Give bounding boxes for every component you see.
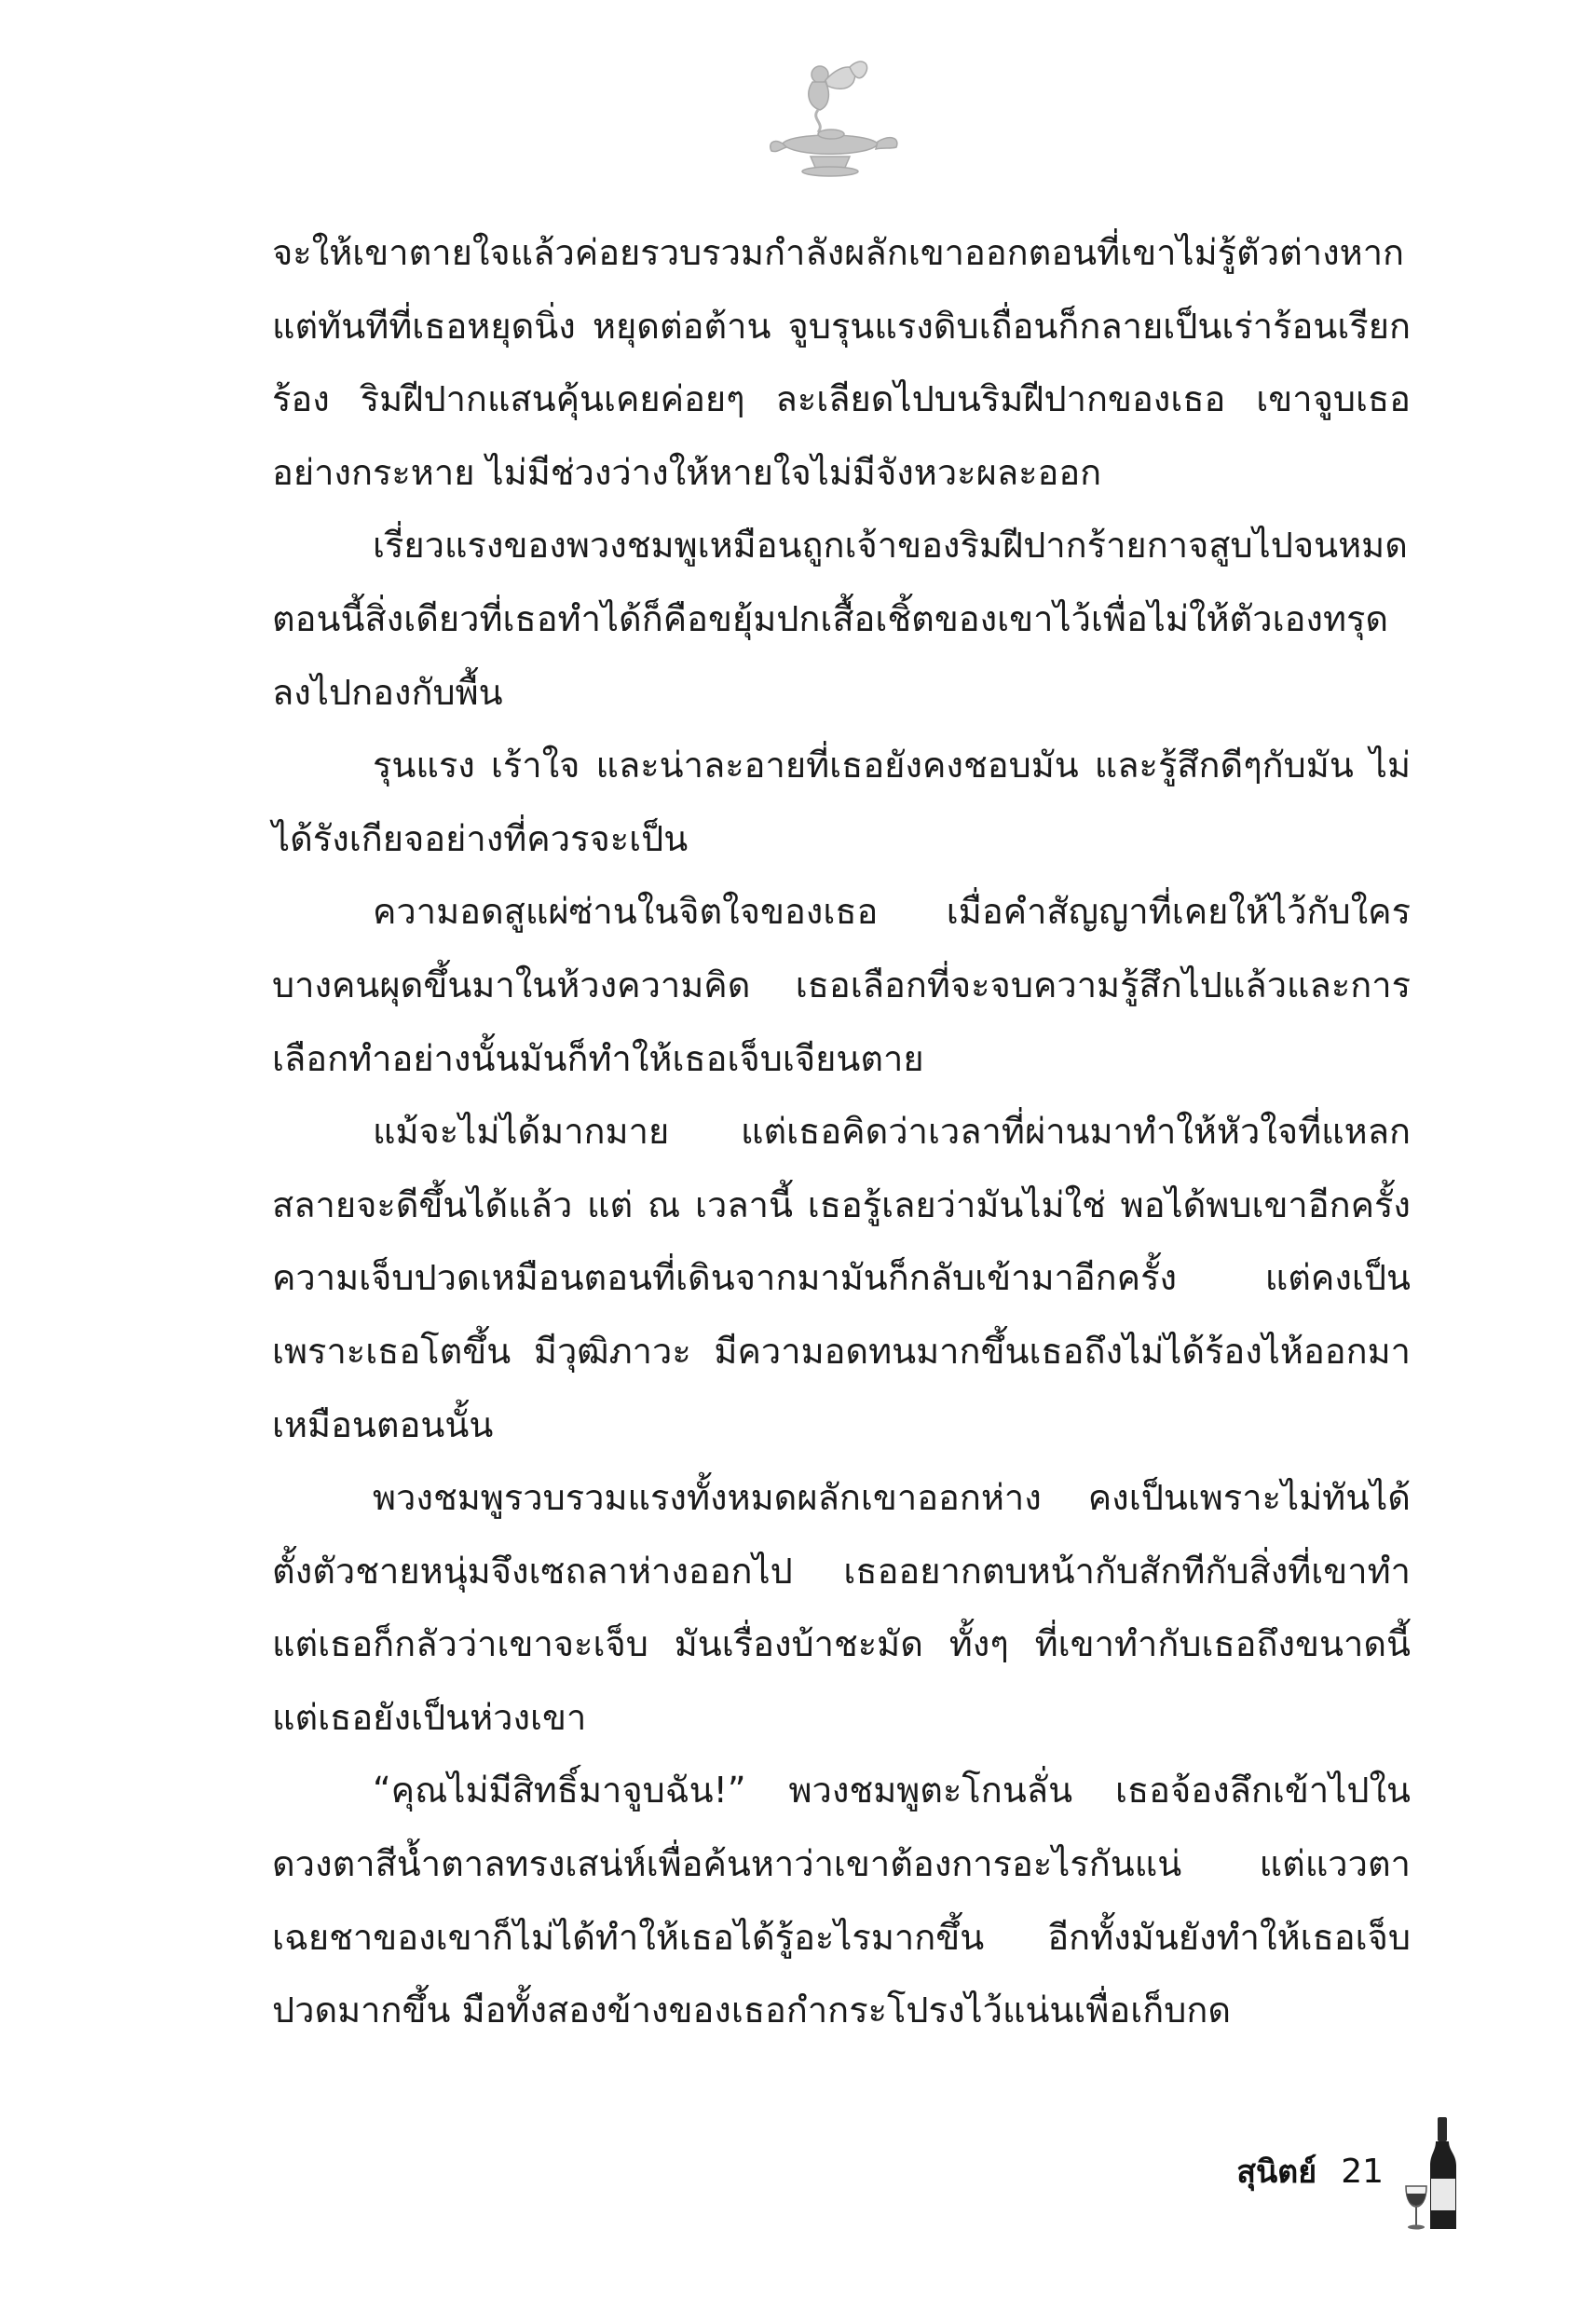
body-text <box>272 216 1411 2047</box>
running-author: สุนิตย์ <box>1236 2154 1317 2191</box>
genie-lamp-cherub-icon <box>764 54 904 185</box>
paragraph: รุนแรง เร้าใจ และน่าละอายที่เธอยังคงชอบมัน และรู้สึกดีๆกับมัน ไม่ได้รังเกียจอย่างที่ควรจะเป็น <box>272 745 1411 859</box>
paragraph: พวงชมพูรวบรวมแรงทั้งหมดผลักเขาออกห่าง คงเป็นเพราะไม่ทันได้ตั้งตัวชายหนุ่มจึงเซถลาห่างออกไป เธออยากตบหน้ากับสักทีกับสิ่งที่เขาทำ แต่เธอก็กลัวว่าเขาจะเจ็บ มันเรื่องบ้าชะมัด ทั้งๆ ที่เขาทำกับเธอถึงขนาดนี้ แต่เธอยังเป็นห่วงเขา <box>272 1477 1411 1738</box>
page-number: 21 <box>1341 2152 1384 2191</box>
wine-bottle-glass-icon <box>1402 2113 1467 2235</box>
paragraph: จะให้เขาตายใจแล้วค่อยรวบรวมกำลังผลักเขาออกตอนที่เขาไม่รู้ตัวต่างหาก แต่ทันทีที่เธอหยุดนิ่ง หยุดต่อต้าน จูบรุนแรงดิบเถื่อนก็กลายเป็นเร่าร้อนเรียกร้อง ริมฝีปากแสนคุ้นเคยค่อยๆ ละเลียดไปบนริมฝีปากของเธอ เขาจูบเธออย่างกระหาย ไม่มีช่วงว่างให้หายใจไม่มีจังหวะผละออก <box>272 232 1411 493</box>
paragraph: ความอดสูแผ่ซ่านในจิตใจของเธอ เมื่อคำสัญญาที่เคยให้ไว้กับใครบางคนผุดขึ้นมาในห้วงความคิด เธอเลือกที่จะจบความรู้สึกไปแล้วและการเลือกทำอย่างนั้นมันก็ทำให้เธอเจ็บเจียนตาย <box>272 891 1411 1079</box>
paragraph: เรี่ยวแรงของพวงชมพูเหมือนถูกเจ้าของริมฝีปากร้ายกาจสูบไปจนหมด ตอนนี้สิ่งเดียวที่เธอทำได้ก็คือขยุ้มปกเสื้อเชิ้ตของเขาไว้เพื่อไม่ให้ตัวเองทรุดลงไปกองกับพื้น <box>272 525 1408 713</box>
page-footer <box>1236 2143 1384 2199</box>
paragraph: แม้จะไม่ได้มากมาย แต่เธอคิดว่าเวลาที่ผ่านมาทำให้หัวใจที่แหลกสลายจะดีขึ้นได้แล้ว แต่ ณ เวลานี้ เธอรู้เลยว่ามันไม่ใช่ พอได้พบเขาอีกครั้ง ความเจ็บปวดเหมือนตอนที่เดินจากมามันก็กลับเข้ามาอีกครั้ง แต่คงเป็นเพราะเธอโตขึ้น มีวุฒิภาวะ มีความอดทนมากขึ้นเธอถึงไม่ได้ร้องไห้ออกมาเหมือนตอนนั้น <box>272 1111 1411 1445</box>
paragraph: “คุณไม่มีสิทธิ์มาจูบฉัน!” พวงชมพูตะโกนลั่น เธอจ้องลึกเข้าไปในดวงตาสีน้ำตาลทรงเสน่ห์เพื่อค้นหาว่าเขาต้องการอะไรกันแน่ แต่แววตาเฉยชาของเขาก็ไม่ได้ทำให้เธอได้รู้อะไรมากขึ้น อีกทั้งมันยังทำให้เธอเจ็บปวดมากขึ้น มือทั้งสองข้างของเธอกำกระโปรงไว้แน่นเพื่อเก็บกด <box>272 1770 1411 2031</box>
